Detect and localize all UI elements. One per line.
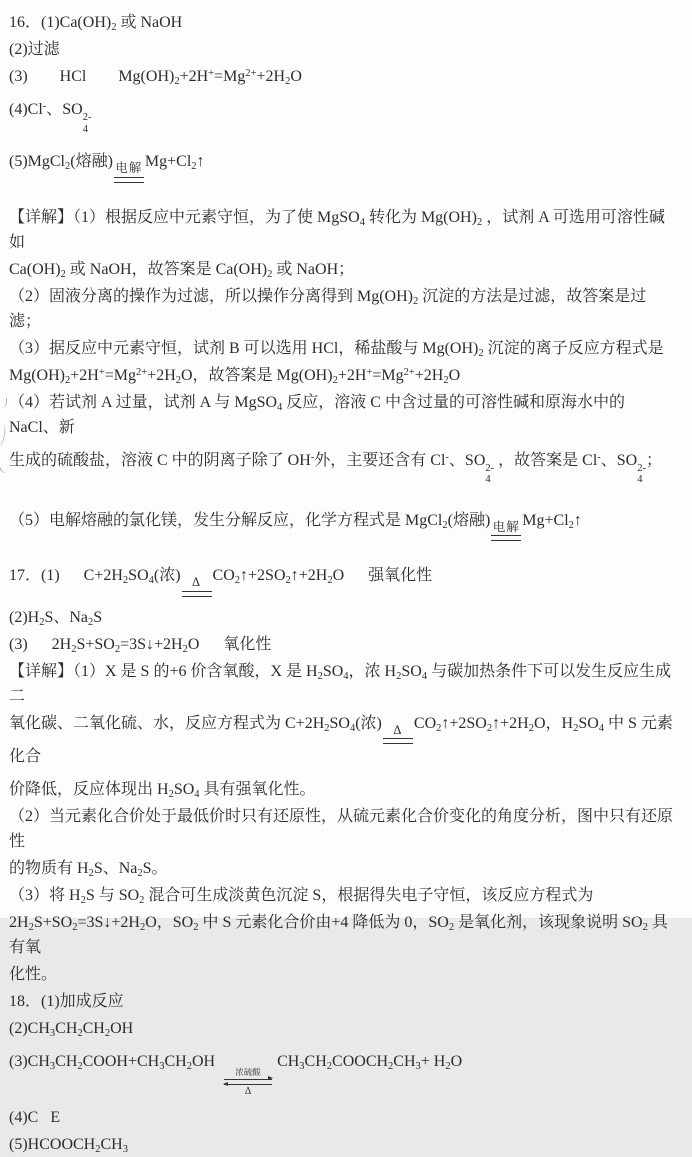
scan-artifact — [0, 398, 7, 408]
stacked-ion-charge: 2- 4 — [637, 462, 646, 485]
text-line: (5)MgCl$_2$(熔融) 电解 $Mg+Cl_2↑$ — [9, 149, 678, 183]
text-line: $Mg(OH)_2+2H^+=Mg^{2+}+2H_2O$，故答案是 $Mg(OH)_2+2H^+=Mg^{2+}+2H_2O$ — [9, 366, 461, 386]
reaction-condition: Δ — [182, 576, 212, 597]
text-line: 18．(1)加成反应 — [9, 993, 124, 1010]
text-line: $Ca(OH)_2$ 或 NaOH，故答案是 $Ca(OH)_2$ 或 NaOH； — [9, 260, 355, 280]
document-body — [9, 10, 678, 1157]
text-line: (4)C E — [9, 1109, 61, 1127]
text-line: （4）若试剂 A 过量，试剂 A 与 MgSO$_4$ 反应，溶液 C 中含过量的可溶性碱和原海水中的 NaCl、新 — [9, 393, 629, 436]
text-line: $(3)CH_3CH_2COOH+CH_3CH_2OH$ 浓硫酸 Δ $CH_3CH_2COOCH_2CH_3+ H_2O$ — [9, 1053, 463, 1098]
reaction-condition: 电解 — [491, 521, 521, 542]
reaction-condition: 电解 — [114, 162, 144, 183]
text-line: （2）当元素化合价处于最低价时只有还原性，从硫元素化合价变化的角度分析，图中只有还原性 — [9, 808, 674, 850]
text-line: （3）将 $H_2S$ 与 $SO_2$ 混合可生成淡黄色沉淀 S，根据得失电子守恒，该反应方程式为 — [9, 887, 594, 906]
text-line: 17．(1) $C+2H_2SO_4$(浓) Δ $CO_2↑+2SO_2↑+2H_2O$ 强氧化性 — [9, 563, 678, 597]
stacked-ion-charge: 2- 4 — [485, 462, 495, 485]
text-line: （3）据反应中元素守恒，试剂 B 可以选用 HCl，稀盐酸与 $Mg(OH)_2$ 沉淀的离子反应方程式是 — [9, 339, 664, 359]
stacked-ion-charge: 2- 4 — [82, 112, 92, 135]
text-line: $2H_2S+SO_2=3S↓+2H_2O$，$SO_2$ 中 S 元素化合价由+4 降低为 0，$SO_2$ 是氧化剂，该现象说明 $SO_2$ 具有氧 — [9, 914, 668, 956]
text-line: $(2)CH_3CH_2CH_2OH$ — [9, 1020, 134, 1039]
text-line: (2)过滤 — [9, 41, 60, 58]
text-line: $(5)HCOOCH_2CH_3$ — [9, 1136, 128, 1156]
text-line: 【详解】（1）X 是 S 的+6 价含氧酸，X 是 $H_2SO_4$，浓 $H_2SO_4$ 与碳加热条件下可以发生反应生成二 — [9, 662, 672, 705]
text-line: 化性。 — [9, 966, 58, 983]
text-line: 生成的硫酸盐，溶液 C 中的阴离子除了 OH-外，主要还含有 Cl-、SO 2- 4 ，故答案是 Cl-、SO 2- 4 ； — [9, 451, 662, 485]
equilibrium-arrow: 浓硫酸 Δ — [224, 1068, 272, 1097]
scan-artifact — [0, 423, 7, 446]
text-line: 16．$(1)Ca(OH)_2$ 或 NaOH — [9, 14, 183, 33]
reaction-condition: Δ — [383, 724, 413, 745]
text-line: 【详解】（1）根据反应中元素守恒，为了使 MgSO$_4$ 转化为 $Mg(OH)_2$ ，试剂 A 可选用可溶性碱如 — [9, 208, 665, 251]
text-line: 的物质有 $H_2S$、$Na_2S$。 — [9, 860, 168, 879]
text-line: 价降低，反应体现出 $H_2SO_4$ 具有强氧化性。 — [9, 781, 316, 800]
text-line: （5）电解熔融的氯化镁，发生分解反应，化学方程式是 MgCl$_2$(熔融) 电解 $Mg+Cl_2↑$ — [9, 508, 678, 542]
text-line: 氧化碳、二氧化硫、水，反应方程式为 $C+2H_2SO_4$(浓) Δ $CO_2↑+2SO_2↑+2H_2O$，$H_2SO_4$ 中 S 元素化合 — [9, 714, 673, 765]
text-line: (3) $2H_2S+SO_2=3S↓+2H_2O$ 氧化性 — [9, 635, 272, 655]
text-line: (3) HCl $Mg(OH)_2+2H^+=Mg^{2+}+2H_2O$ — [9, 68, 302, 87]
text-line: （2）固液分离的操作为过滤，所以操作分离得到 $Mg(OH)_2$ 沉淀的方法是过滤，故答案是过滤； — [9, 287, 647, 330]
text-line: (4)Cl-、SO 2- 4 — [9, 101, 92, 135]
text-line: $(2)H_2S$、$Na_2S$ — [9, 608, 103, 628]
